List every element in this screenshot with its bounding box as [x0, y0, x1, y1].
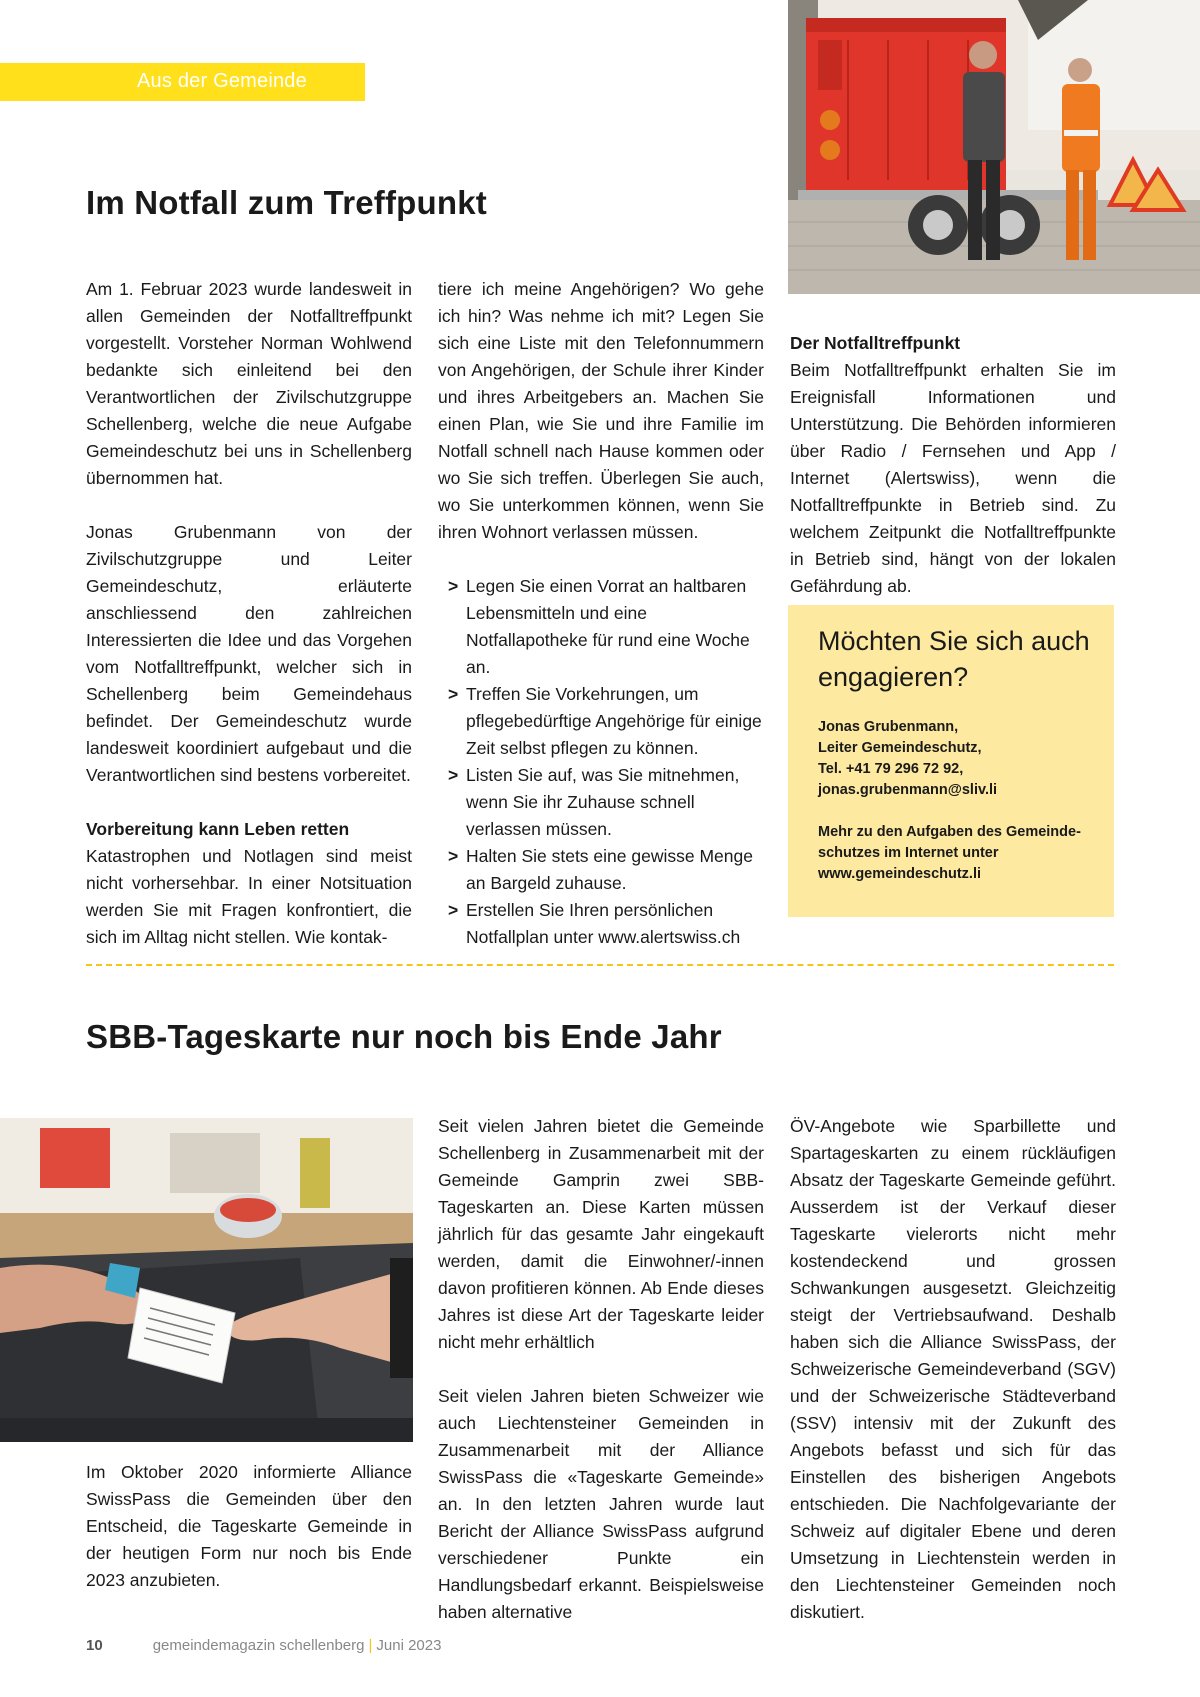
list-item: > Halten Sie stets eine gewisse Menge an Bargeld zuhause.: [438, 843, 764, 897]
article1-column-2: [438, 276, 764, 951]
section-tag-label: Aus der Gemeinde: [137, 70, 307, 92]
infobox-more-line: schutzes im Internet unter: [818, 845, 999, 861]
article1-column-1: [86, 276, 412, 951]
bullet-marker: >: [448, 684, 459, 704]
infobox-more-line: Mehr zu den Aufgaben des Gemeinde-: [818, 824, 1081, 840]
article2-column-2: [438, 1113, 764, 1626]
article2-column-1: [86, 1459, 412, 1594]
article1-column-3: [790, 330, 1116, 627]
checklist: [438, 573, 764, 951]
issue-date: Juni 2023: [376, 1637, 442, 1654]
article2-title: SBB-Tageskarte nur noch bis Ende Jahr: [86, 1018, 722, 1055]
article1-paragraph: Jonas Grubenmann von der Zivilschutzgruppe und Leiter Gemeindeschutz, erläuterte anschliessend den zahlreichen Interessierten die Idee und das Vorgehen vom Notfalltreffpunkt, welcher sich in Schellenberg beim Gemeindehaus befindet. Der Gemeindeschutz wurde landesweit koordiniert aufgebaut und die Verantwortlichen sind bestens vorbereitet.: [86, 522, 412, 785]
list-item: > Treffen Sie Vorkehrungen, um pflegebedürftige Angehörige für einige Zeit selbst pflegen zu können.: [438, 681, 764, 762]
bullet-marker: >: [448, 576, 459, 596]
article2-paragraph: Seit vielen Jahren bietet die Gemeinde Schellenberg in Zusammenarbeit mit der Gemeinde Gamprin zwei SBB-Tageskarten an. Diese Karten müssen jährlich für das gesamte Jahr eingekauft werden, damit die Einwohner/-innen davon profitieren können. Ab Ende dieses Jahres ist diese Art der Tageskarte leider nicht mehr erhältlich: [438, 1116, 764, 1352]
article1-paragraph: Beim Notfalltreffpunkt erhalten Sie im Ereignisfall Informationen und Unterstützung. Die Behörden informieren über Radio / Fernsehen und App / Internet (Alertswiss), wenn die Notfalltreffpunkte in Betrieb sind. Zu welchem Zeitpunkt die Notfalltreffpunkte in Betrieb sind, hängt von der lokalen Gefährdung ab.: [790, 360, 1116, 596]
notfall-photo-graphic: [788, 0, 1200, 294]
article1-subheading: Vorbereitung kann Leben retten: [86, 819, 350, 839]
list-item: > Erstellen Sie Ihren persönlichen Notfallplan unter www.alertswiss.ch: [438, 897, 764, 951]
infobox-contact-line: Leiter Gemeindeschutz,: [818, 740, 982, 756]
notfall-photo: [788, 0, 1200, 294]
article1-paragraph: Katastrophen und Notlagen sind meist nicht vorhersehbar. In einer Notsituation werden Sie mit Fragen konfrontiert, die sich im Alltag nicht stellen. Wie kontak-: [86, 846, 412, 947]
article1-paragraph: Am 1. Februar 2023 wurde landesweit in allen Gemeinden der Notfalltreffpunkt vorgestellt. Vorsteher Norman Wohlwend bedankte sich einleitend bei den Verantwortlichen der Zivilschutzgruppe Schellenberg, welche die neue Aufgabe Gemeindeschutz bei uns in Schellenberg übernommen hat.: [86, 279, 412, 488]
footer-separator: |: [368, 1637, 373, 1654]
bullet-marker: >: [448, 765, 459, 785]
section-divider: [86, 964, 1114, 966]
page-number: 10: [86, 1637, 103, 1654]
tageskarte-photo: [0, 1118, 413, 1442]
article1-title: Im Notfall zum Treffpunkt: [86, 184, 487, 221]
list-item: > Legen Sie einen Vorrat an haltbaren Lebensmitteln und eine Notfallapotheke für rund eine Woche an.: [438, 573, 764, 681]
infobox-headline: Möchten Sie sich auch engagieren?: [818, 626, 1090, 692]
article2-paragraph: Im Oktober 2020 informierte Alliance SwissPass die Gemeinden über den Entscheid, die Tageskarte Gemeinde in der heutigen Form nur noch bis Ende 2023 anzubieten.: [86, 1462, 412, 1590]
article2-paragraph: ÖV-Angebote wie Sparbillette und Spartageskarten zu einem rückläufigen Absatz der Tageskarte Gemeinde geführt. Ausserdem ist der Verkauf dieser Tageskarte vielerorts nicht mehr kostendeckend und grossen Schwankungen ausgesetzt. Gleichzeitig steigt der Vertriebsaufwand. Deshalb haben sich die Alliance SwissPass, der Schweizerische Gemeindeverband (SGV) und der Schweizerische Städteverband (SSV) intensiv mit der Zukunft des Angebots befasst und sich für das Einstellen des bisherigen Angebots entschieden. Die Nachfolgevariante der Schweiz auf digitaler Ebene und deren Umsetzung in Liechtenstein werden in den Liechtensteiner Gemeinden noch diskutiert.: [790, 1116, 1116, 1622]
magazine-name: gemeindemagazin schellenberg: [152, 1637, 365, 1654]
infobox-email: jonas.grubenmann@sliv.li: [818, 782, 998, 798]
infobox-contact-line: Tel. +41 79 296 72 92,: [818, 761, 964, 777]
infobox-website: www.gemeindeschutz.li: [818, 866, 982, 882]
tageskarte-photo-graphic: [0, 1118, 413, 1442]
list-item: > Listen Sie auf, was Sie mitnehmen, wenn Sie ihr Zuhause schnell verlassen müssen.: [438, 762, 764, 843]
bullet-marker: >: [448, 846, 459, 866]
article1-subheading: Der Notfalltreffpunkt: [790, 333, 961, 353]
section-tag: [0, 63, 365, 101]
page-footer: [86, 1637, 441, 1654]
engagement-infobox: [788, 605, 1114, 917]
article2-column-3: [790, 1113, 1116, 1626]
article2-paragraph: Seit vielen Jahren bieten Schweizer wie auch Liechtensteiner Gemeinden in Zusammenarbeit mit der Alliance SwissPass die «Tageskarte Gemeinde» an. In den letzten Jahren wurde laut Bericht der Alliance SwissPass aufgrund verschiedener Punkte ein Handlungsbedarf erkannt. Beispielsweise haben alternative: [438, 1386, 764, 1622]
article1-paragraph: tiere ich meine Angehörigen? Wo gehe ich hin? Was nehme ich mit? Legen Sie sich eine Liste mit den Telefonnummern von Angehörigen, der Schule ihrer Kinder und ihres Arbeitgebers an. Machen Sie einen Plan, wie Sie und ihre Familie im Notfall schnell nach Hause kommen oder wo Sie sich treffen. Überlegen Sie auch, wo Sie unterkommen können, wenn Sie ihren Wohnort verlassen müssen.: [438, 279, 764, 542]
infobox-contact-line: Jonas Grubenmann,: [818, 719, 959, 735]
bullet-marker: >: [448, 900, 459, 920]
